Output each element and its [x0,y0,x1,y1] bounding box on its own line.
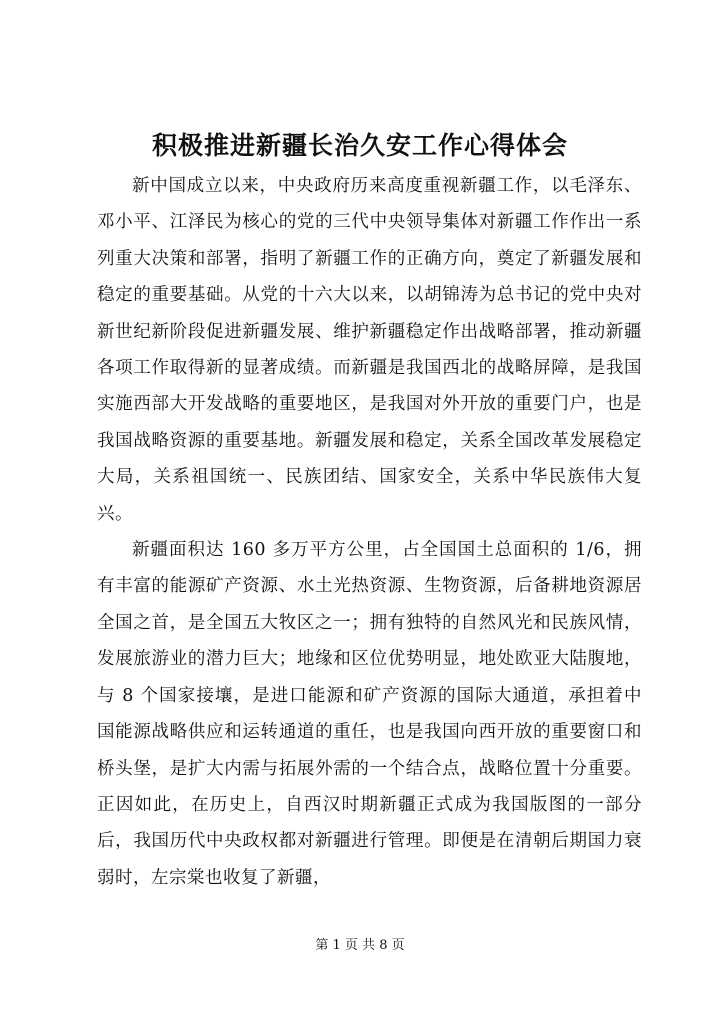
page-number-footer: 第 1 页 共 8 页 [315,938,405,953]
document-title: 积极推进新疆长治久安工作心得体会 [151,131,568,160]
document-body [97,168,642,896]
paragraph-2: 新疆面积达 160 多万平方公里，占全国国土总面积的 1/6，拥有丰富的能源矿产资源、水土光热资源、生物资源，后备耕地资源居全国之首，是全国五大牧区之一；拥有独特的自然风光和民族风情，发展旅游业的潜力巨大；地缘和区位优势明显，地处欧亚大陆腹地，与 8 个国家接壤，是进口能源和矿产资源的国际大通道，承担着中国能源战略供应和运转通道的重任，也是我国向西开放的重要窗口和桥头堡，是扩大内需与拓展外需的一个结合点，战略位置十分重要。正因如此，在历史上，自西汉时期新疆正式成为我国版图的一部分后，我国历代中央政权都对新疆进行管理。即便是在清朝后期国力衰弱时，左宗棠也收复了新疆， [97,540,642,888]
paragraph-1: 新中国成立以来，中央政府历来高度重视新疆工作，以毛泽东、邓小平、江泽民为核心的党的三代中央领导集体对新疆工作作出一系列重大决策和部署，指明了新疆工作的正确方向，奠定了新疆发展和稳定的重要基础。从党的十六大以来，以胡锦涛为总书记的党中央对新世纪新阶段促进新疆发展、维护新疆稳定作出战略部署，推动新疆各项工作取得新的显著成绩。而新疆是我国西北的战略屏障，是我国实施西部大开发战略的重要地区，是我国对外开放的重要门户，也是我国战略资源的重要基地。新疆发展和稳定，关系全国改革发展稳定大局，关系祖国统一、民族团结、国家安全，关系中华民族伟大复兴。 [97,176,642,524]
